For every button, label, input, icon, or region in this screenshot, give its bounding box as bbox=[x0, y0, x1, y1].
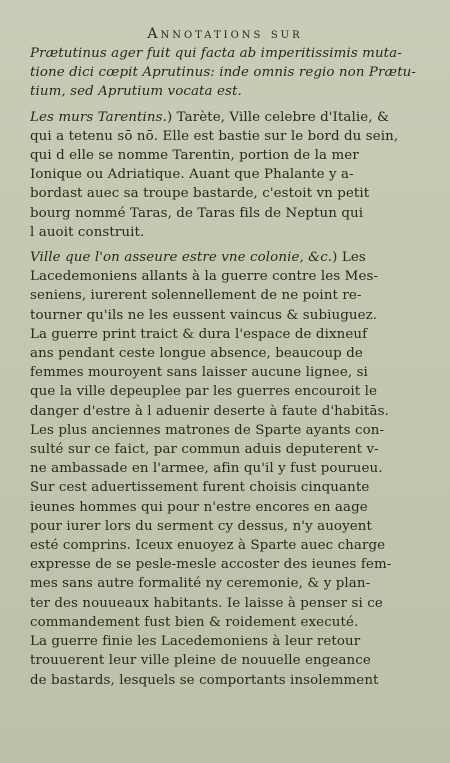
text-line bbox=[30, 671, 420, 690]
text-line bbox=[30, 594, 420, 613]
italic-span: Ville que l'on asseure estre vne colonie, &c. bbox=[30, 250, 333, 266]
page-body bbox=[30, 44, 420, 690]
roman-span: de bastards, lesquels se comportants insolemment bbox=[30, 672, 379, 688]
italic-span: Les murs Tarentins. bbox=[30, 109, 167, 125]
text-line bbox=[30, 574, 420, 593]
roman-span: mes sans autre formalité ny ceremonie, & y plan- bbox=[30, 576, 371, 592]
text-line bbox=[30, 517, 420, 536]
text-line bbox=[30, 555, 420, 574]
text-line bbox=[30, 184, 420, 203]
roman-span: ) Les bbox=[332, 250, 366, 266]
roman-span: Les plus anciennes matrones de Sparte ayants con- bbox=[30, 422, 385, 438]
italic-span: Prætutinus ager fuit qui facta ab imperitissimis muta- bbox=[30, 46, 402, 61]
text-line bbox=[30, 459, 420, 478]
roman-span: Lacedemoniens allants à la guerre contre les Mes- bbox=[30, 269, 379, 285]
text-line bbox=[30, 223, 420, 242]
roman-span: Ionique ou Adriatique. Auant que Phalante y a- bbox=[30, 167, 354, 183]
paragraph bbox=[30, 44, 420, 102]
text-line bbox=[30, 440, 420, 459]
text-line bbox=[30, 344, 420, 363]
roman-span: danger d'estre à l aduenir deserte à faute d'habitās. bbox=[30, 403, 389, 419]
text-line bbox=[30, 325, 420, 344]
roman-span: seniens, iurerent solennellement de ne point re- bbox=[30, 288, 362, 304]
roman-span: Sur cest aduertissement furent choisis cinquante bbox=[30, 480, 370, 496]
text-line bbox=[30, 651, 420, 670]
roman-span: ter des nouueaux habitants. Ie laisse à penser si ce bbox=[30, 595, 383, 611]
roman-span: ans pendant ceste longue absence, beaucoup de bbox=[30, 346, 363, 362]
roman-span: esté comprins. Iceux enuoyez à Sparte auec charge bbox=[30, 538, 386, 554]
text-line bbox=[30, 478, 420, 497]
paragraph bbox=[30, 248, 420, 690]
text-line bbox=[30, 108, 420, 127]
text-line bbox=[30, 267, 420, 286]
paragraph bbox=[30, 108, 420, 242]
text-line bbox=[30, 44, 420, 63]
text-line bbox=[30, 421, 420, 440]
running-header: Annotations sur bbox=[147, 26, 303, 42]
text-line bbox=[30, 63, 420, 82]
roman-span: tourner qu'ils ne les eussent vaincus & subiuguez. bbox=[30, 307, 378, 323]
roman-span: bordast auec sa troupe bastarde, c'estoit vn petit bbox=[30, 186, 370, 202]
roman-span: qui d elle se nomme Tarentin, portion de la mer bbox=[30, 148, 359, 164]
roman-span: expresse de se pesle-mesle accoster des ieunes fem- bbox=[30, 557, 392, 573]
text-line bbox=[30, 204, 420, 223]
roman-span: pour iurer lors du serment cy dessus, n'y auoyent bbox=[30, 518, 372, 534]
text-line bbox=[30, 536, 420, 555]
roman-span: La guerre finie les Lacedemoniens à leur retour bbox=[30, 634, 361, 650]
text-line bbox=[30, 306, 420, 325]
roman-span: commandement fust bien & roidement executé. bbox=[30, 614, 359, 630]
roman-span: sulté sur ce faict, par commun aduis deputerent v- bbox=[30, 442, 379, 458]
roman-span: qui a tetenu sō nō. Elle est bastie sur le bord du sein, bbox=[30, 128, 399, 144]
roman-span: femmes mouroyent sans laisser aucune lignee, si bbox=[30, 365, 368, 381]
roman-span: que la ville depeuplee par les guerres encouroit le bbox=[30, 384, 378, 400]
text-line bbox=[30, 363, 420, 382]
text-line bbox=[30, 146, 420, 165]
roman-span: bourg nommé Taras, de Taras fils de Neptun qui bbox=[30, 205, 364, 221]
text-line bbox=[30, 498, 420, 517]
italic-span: tione dici cœpit Aprutinus: inde omnis regio non Prætu- bbox=[30, 65, 417, 81]
italic-span: tium, sed Aprutium vocata est. bbox=[30, 84, 242, 100]
roman-span: ) Tarète, Ville celebre d'Italie, & bbox=[166, 109, 390, 125]
text-line bbox=[30, 286, 420, 305]
text-line bbox=[30, 82, 420, 101]
text-line bbox=[30, 402, 420, 421]
text-line bbox=[30, 248, 420, 267]
roman-span: La guerre print traict & dura l'espace de dixneuf bbox=[30, 326, 368, 342]
roman-span: ne ambassade en l'armee, afin qu'il y fust pourueu. bbox=[30, 461, 383, 477]
roman-span: l auoit construit. bbox=[30, 224, 145, 240]
text-line bbox=[30, 613, 420, 632]
text-line bbox=[30, 165, 420, 184]
text-line bbox=[30, 382, 420, 401]
roman-span: ieunes hommes qui pour n'estre encores en aage bbox=[30, 499, 368, 515]
roman-span: trouuerent leur ville pleine de nouuelle engeance bbox=[30, 653, 371, 669]
text-line bbox=[30, 127, 420, 146]
text-line bbox=[30, 632, 420, 651]
